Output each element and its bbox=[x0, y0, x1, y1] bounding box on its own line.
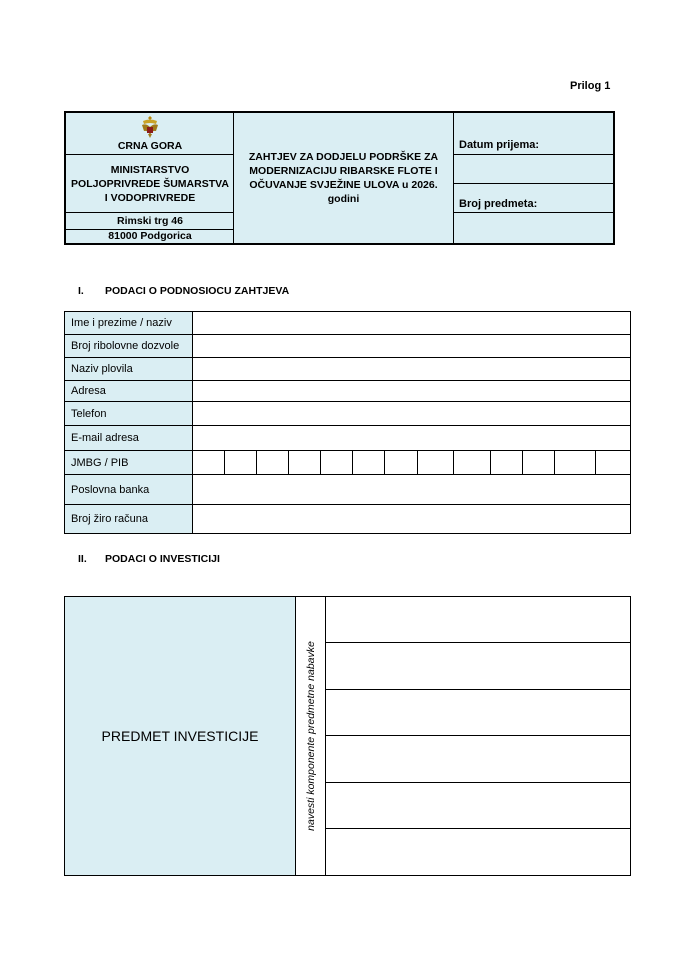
section-title: PODACI O PODNOSIOCU ZAHTJEVA bbox=[105, 285, 290, 297]
digit-box[interactable] bbox=[418, 451, 454, 474]
date-received-label: Datum prijema: bbox=[454, 113, 613, 155]
row-label: E-mail adresa bbox=[65, 426, 193, 450]
section-2-heading bbox=[78, 553, 220, 565]
table-row bbox=[65, 451, 630, 475]
digit-box[interactable] bbox=[353, 451, 385, 474]
ministry-line: MINISTARSTVO bbox=[110, 163, 190, 176]
component-field[interactable] bbox=[326, 829, 630, 875]
table-row bbox=[65, 402, 630, 426]
components-label: navesti komponente predmetne nabavke bbox=[305, 641, 317, 831]
ministry-line: I VODOPRIVREDE bbox=[104, 191, 196, 204]
row-label: Ime i prezime / naziv bbox=[65, 312, 193, 334]
form-title-cell bbox=[234, 113, 454, 243]
bank-field[interactable] bbox=[193, 475, 630, 504]
digit-box[interactable] bbox=[193, 451, 225, 474]
attachment-label: Prilog 1 bbox=[570, 80, 611, 92]
street-address: Rimski trg 46 bbox=[66, 213, 234, 230]
account-number-field[interactable] bbox=[193, 505, 630, 533]
component-field[interactable] bbox=[326, 690, 630, 736]
row-label: Telefon bbox=[65, 402, 193, 425]
digit-box[interactable] bbox=[225, 451, 257, 474]
title-line: ZAHTJEV ZA DODJELU PODRŠKE ZA bbox=[248, 151, 439, 163]
component-field[interactable] bbox=[326, 643, 630, 690]
form-header bbox=[64, 111, 615, 245]
registry-block bbox=[454, 113, 613, 243]
table-row bbox=[65, 312, 630, 335]
table-row bbox=[65, 505, 630, 533]
row-label: JMBG / PIB bbox=[65, 451, 193, 474]
section-title: PODACI O INVESTICIJI bbox=[105, 553, 220, 565]
city-address: 81000 Podgorica bbox=[108, 230, 192, 242]
phone-field[interactable] bbox=[193, 402, 630, 425]
component-field[interactable] bbox=[326, 597, 630, 643]
digit-box[interactable] bbox=[555, 451, 596, 474]
jmbg-pib-field[interactable] bbox=[193, 451, 630, 474]
country-name: CRNA GORA bbox=[117, 140, 183, 152]
digit-box[interactable] bbox=[523, 451, 555, 474]
section-1-heading bbox=[78, 285, 289, 297]
address-field[interactable] bbox=[193, 381, 630, 401]
case-number-label: Broj predmeta: bbox=[454, 184, 613, 213]
name-field[interactable] bbox=[193, 312, 630, 334]
table-row bbox=[65, 426, 630, 451]
table-row bbox=[65, 475, 630, 505]
components-label-cell bbox=[296, 597, 326, 875]
row-label: Broj žiro računa bbox=[65, 505, 193, 533]
digit-box[interactable] bbox=[491, 451, 523, 474]
component-field[interactable] bbox=[326, 783, 630, 829]
section-number: II. bbox=[78, 553, 87, 565]
digit-box[interactable] bbox=[454, 451, 491, 474]
ministry-line: POLJOPRIVREDE ŠUMARSTVA bbox=[71, 177, 229, 190]
row-label: Broj ribolovne dozvole bbox=[65, 335, 193, 357]
email-field[interactable] bbox=[193, 426, 630, 450]
title-line: MODERNIZACIJU RIBARSKE FLOTE I bbox=[249, 165, 438, 177]
row-label: Naziv plovila bbox=[65, 358, 193, 380]
digit-box[interactable] bbox=[289, 451, 321, 474]
issuer-block bbox=[66, 113, 234, 243]
component-field[interactable] bbox=[326, 736, 630, 783]
table-row bbox=[65, 381, 630, 402]
date-received-field[interactable] bbox=[454, 155, 613, 184]
table-row bbox=[65, 335, 630, 358]
form-title bbox=[249, 150, 438, 206]
table-row bbox=[65, 358, 630, 381]
row-label: Adresa bbox=[65, 381, 193, 401]
title-line: godini bbox=[327, 193, 360, 205]
title-line: OČUVANJE SVJEŽINE ULOVA u 2026. bbox=[249, 179, 438, 191]
country-cell bbox=[66, 113, 234, 155]
case-number-field[interactable] bbox=[454, 213, 613, 243]
investment-table bbox=[64, 596, 631, 876]
row-label: Poslovna banka bbox=[65, 475, 193, 504]
digit-box[interactable] bbox=[257, 451, 289, 474]
digit-box[interactable] bbox=[385, 451, 418, 474]
digit-box[interactable] bbox=[321, 451, 353, 474]
applicant-table bbox=[64, 311, 631, 534]
coat-of-arms-icon bbox=[139, 115, 161, 139]
fishing-license-field[interactable] bbox=[193, 335, 630, 357]
section-number: I. bbox=[78, 285, 84, 297]
ministry-cell bbox=[66, 155, 234, 213]
investment-subject-label: PREDMET INVESTICIJE bbox=[65, 597, 296, 875]
digit-box[interactable] bbox=[596, 451, 630, 474]
vessel-name-field[interactable] bbox=[193, 358, 630, 380]
